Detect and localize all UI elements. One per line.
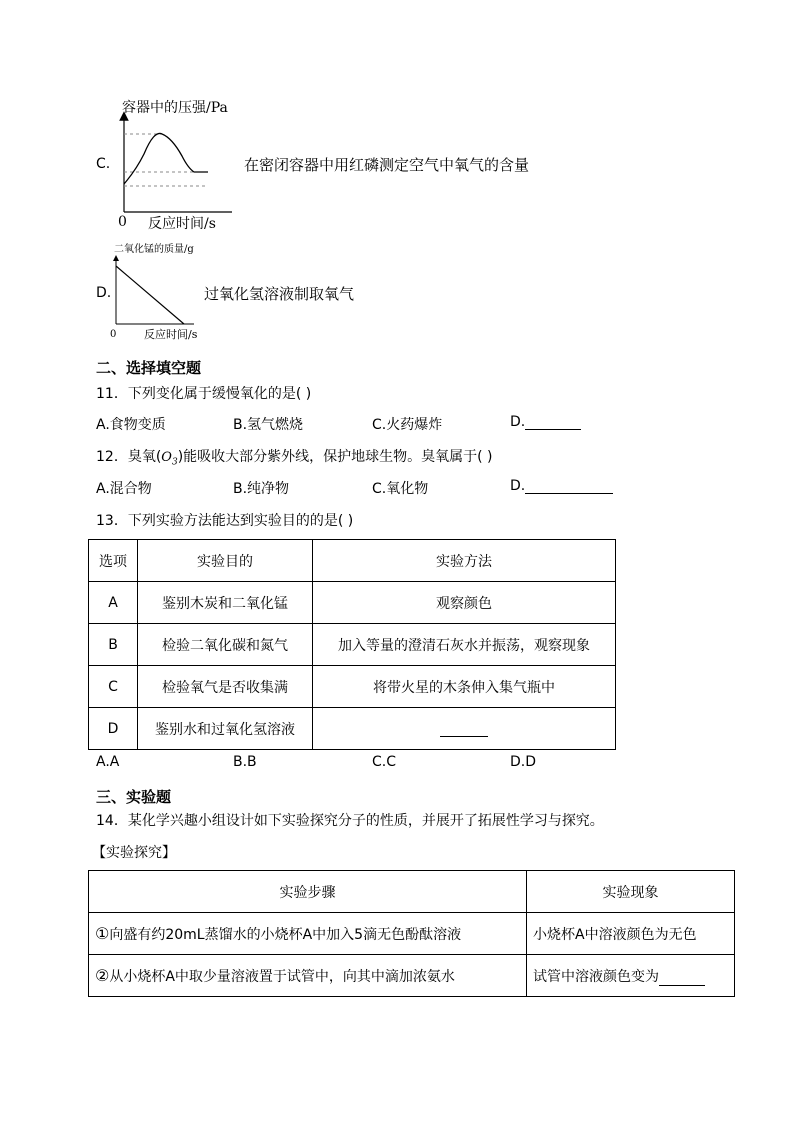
q11-option-d-label: D. bbox=[510, 414, 526, 430]
ozone-formula-subscript: 3 bbox=[171, 457, 178, 468]
q13-row-d-purpose: 鉴别水和过氧化氢溶液 bbox=[138, 708, 313, 750]
section-3-heading: 三、实验题 bbox=[96, 788, 172, 806]
q13-row-b-purpose: 检验二氧化碳和氮气 bbox=[138, 624, 313, 666]
table-row bbox=[89, 666, 616, 708]
q14-header-steps: 实验步骤 bbox=[89, 871, 527, 913]
q13-row-c-purpose: 检验氧气是否收集满 bbox=[138, 666, 313, 708]
ozone-formula-o: O bbox=[161, 450, 172, 465]
mno2-xlabel: 反应时间/s bbox=[144, 328, 198, 341]
q14-stem: 14．某化学兴趣小组设计如下实验探究分子的性质，并展开了拓展性学习与探究。 bbox=[96, 813, 604, 829]
q13-option-b: B.B bbox=[233, 754, 257, 770]
option-c-label: C. bbox=[96, 156, 111, 172]
q13-header-row bbox=[89, 540, 616, 582]
q14-row-2-step-text: 从小烧杯A中取少量溶液置于试管中，向其中滴加浓氨水 bbox=[109, 968, 455, 985]
q14-header-row bbox=[89, 871, 735, 913]
q12-stem-start: 12．臭氧( bbox=[96, 449, 162, 465]
option-d-label: D. bbox=[96, 285, 112, 301]
q14-table bbox=[88, 870, 735, 997]
q13-header-option: 选项 bbox=[89, 540, 138, 582]
option-c-description: 在密闭容器中用红磷测定空气中氧气的含量 bbox=[244, 156, 530, 174]
q13-row-b-method: 加入等量的澄清石灰水并振荡，观察现象 bbox=[313, 624, 616, 666]
q11-option-c: C.火药爆炸 bbox=[372, 417, 443, 433]
q13-row-c-option: C bbox=[89, 666, 138, 708]
q14-row-1-step-text: 向盛有约20mL蒸馏水的小烧杯A中加入5滴无色酚酞溶液 bbox=[109, 926, 462, 943]
q13-option-a: A.A bbox=[96, 754, 120, 770]
q12-stem-end: )能吸收大部分紫外线，保护地球生物。臭氧属于( ) bbox=[177, 449, 493, 465]
step-marker-2: ② bbox=[95, 965, 110, 985]
q14-subheading: 【实验探究】 bbox=[92, 845, 176, 861]
q13-row-d-option: D bbox=[89, 708, 138, 750]
pressure-xlabel: 反应时间/s bbox=[148, 216, 216, 232]
q13-option-d: D.D bbox=[510, 754, 537, 770]
pressure-curve bbox=[124, 133, 208, 184]
q13-table bbox=[88, 539, 616, 750]
q14-header-phenomena: 实验现象 bbox=[527, 871, 735, 913]
pressure-origin: 0 bbox=[118, 214, 127, 230]
q11-option-b: B.氢气燃烧 bbox=[233, 417, 304, 433]
option-d-description: 过氧化氢溶液制取氧气 bbox=[204, 285, 355, 303]
q13-header-purpose: 实验目的 bbox=[138, 540, 313, 582]
q13-row-a-method: 观察颜色 bbox=[313, 582, 616, 624]
q13-row-d-method bbox=[313, 708, 616, 750]
table-row bbox=[89, 624, 616, 666]
ozone-formula bbox=[161, 450, 178, 468]
q11-stem: 11．下列变化属于缓慢氧化的是( ) bbox=[96, 386, 312, 402]
q13-row-b-option: B bbox=[89, 624, 138, 666]
q14-row-1-result: 小烧杯A中溶液颜色为无色 bbox=[527, 913, 735, 955]
mno2-line bbox=[116, 266, 184, 324]
q11-option-a: A.食物变质 bbox=[96, 417, 166, 433]
q14-color-blank bbox=[659, 971, 705, 986]
pressure-ylabel: 容器中的压强/Pa bbox=[122, 100, 228, 116]
q11-answer-blank bbox=[525, 415, 581, 430]
q12-option-c: C.氧化物 bbox=[372, 481, 429, 497]
q13-header-method: 实验方法 bbox=[313, 540, 616, 582]
table-row bbox=[89, 582, 616, 624]
q13-row-d-blank bbox=[440, 722, 488, 737]
q13-stem: 13．下列实验方法能达到实验目的的是( ) bbox=[96, 513, 354, 529]
q12-stem bbox=[96, 446, 493, 468]
table-row bbox=[89, 913, 735, 955]
q14-row-2-result-text: 试管中溶液颜色变为 bbox=[533, 968, 659, 985]
q13-row-a-purpose: 鉴别木炭和二氧化锰 bbox=[138, 582, 313, 624]
pressure-graph bbox=[110, 92, 245, 232]
q12-answer-blank bbox=[525, 479, 613, 494]
mno2-ylabel: 二氧化锰的质量/g bbox=[114, 244, 194, 255]
q13-row-c-method: 将带火星的木条伸入集气瓶中 bbox=[313, 666, 616, 708]
step-marker-1: ① bbox=[95, 923, 110, 943]
q14-row-2-result bbox=[527, 955, 735, 997]
table-row bbox=[89, 955, 735, 997]
q14-row-1-step bbox=[89, 913, 527, 955]
q12-option-d-label: D. bbox=[510, 478, 526, 494]
q11-option-d bbox=[510, 414, 581, 430]
table-row bbox=[89, 708, 616, 750]
q13-option-c: C.C bbox=[372, 754, 397, 770]
q13-row-a-option: A bbox=[89, 582, 138, 624]
q12-option-a: A.混合物 bbox=[96, 481, 152, 497]
mno2-origin: 0 bbox=[110, 329, 117, 340]
q12-option-b: B.纯净物 bbox=[233, 481, 290, 497]
section-2-heading: 二、选择填空题 bbox=[96, 359, 202, 377]
q12-option-d bbox=[510, 478, 613, 494]
q14-row-2-step bbox=[89, 955, 527, 997]
